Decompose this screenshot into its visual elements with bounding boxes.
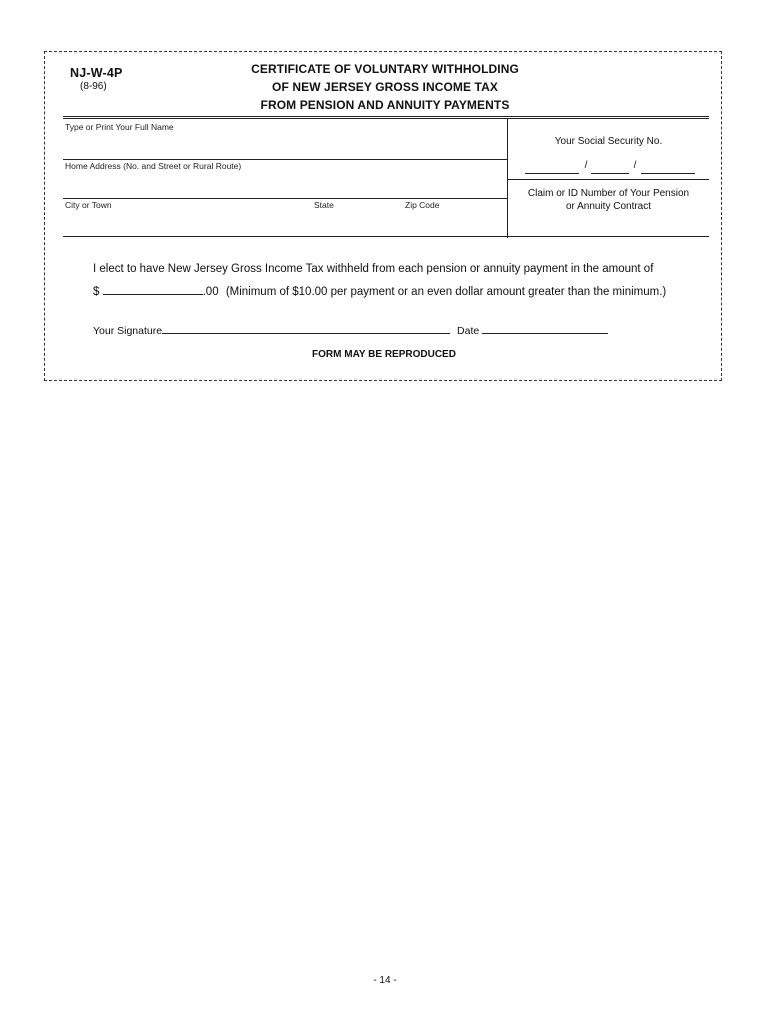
page-number: - 14 - bbox=[373, 975, 397, 986]
form-title-line-1: CERTIFICATE OF VOLUNTARY WITHHOLDING bbox=[251, 62, 519, 76]
home-address-label: Home Address (No. and Street or Rural Route) bbox=[65, 161, 242, 171]
amount-line bbox=[93, 283, 666, 298]
form-id: NJ-W-4P bbox=[70, 66, 123, 80]
ssn-part-2[interactable] bbox=[591, 173, 629, 174]
ssn-label: Your Social Security No. bbox=[554, 136, 663, 147]
withholding-amount-field[interactable] bbox=[103, 283, 203, 295]
home-address-field[interactable] bbox=[63, 198, 507, 199]
election-statement: I elect to have New Jersey Gross Income Tax withheld from each pension or annuity payment in the amount of bbox=[93, 263, 654, 275]
signature-field[interactable] bbox=[162, 322, 450, 334]
signature-line bbox=[93, 322, 608, 337]
form-reproduced-note: FORM MAY BE REPRODUCED bbox=[312, 349, 456, 360]
amount-cents: .00 bbox=[202, 286, 219, 298]
form-title-line-3: FROM PENSION AND ANNUITY PAYMENTS bbox=[260, 98, 510, 112]
form-title-line-2: OF NEW JERSEY GROSS INCOME TAX bbox=[272, 80, 498, 94]
full-name-field[interactable] bbox=[63, 159, 507, 160]
ssn-part-1[interactable] bbox=[525, 173, 579, 174]
nj-w-4p-form bbox=[44, 51, 722, 381]
claim-id-label-line-1: Claim or ID Number of Your Pension bbox=[527, 188, 690, 199]
ssn-part-3[interactable] bbox=[641, 173, 695, 174]
header-rule-top bbox=[63, 116, 709, 117]
dollar-sign: $ bbox=[93, 286, 100, 298]
form-revision: (8-96) bbox=[80, 81, 107, 92]
signature-label: Your Signature bbox=[93, 325, 163, 337]
minimum-note: (Minimum of $10.00 per payment or an even dollar amount greater than the minimum.) bbox=[225, 286, 667, 298]
date-label: Date bbox=[457, 325, 480, 337]
date-field[interactable] bbox=[482, 322, 608, 334]
full-name-label: Type or Print Your Full Name bbox=[65, 122, 174, 132]
state-label: State bbox=[314, 200, 334, 210]
zip-label: Zip Code bbox=[405, 200, 440, 210]
ssn-separator-1: / bbox=[584, 160, 588, 171]
header-rule-bottom bbox=[63, 118, 709, 119]
ssn-separator-2: / bbox=[633, 160, 637, 171]
ssn-section-rule bbox=[507, 179, 709, 180]
claim-id-label-line-2: or Annuity Contract bbox=[565, 201, 652, 212]
city-label: City or Town bbox=[65, 200, 112, 210]
city-state-zip-field[interactable] bbox=[63, 236, 709, 237]
